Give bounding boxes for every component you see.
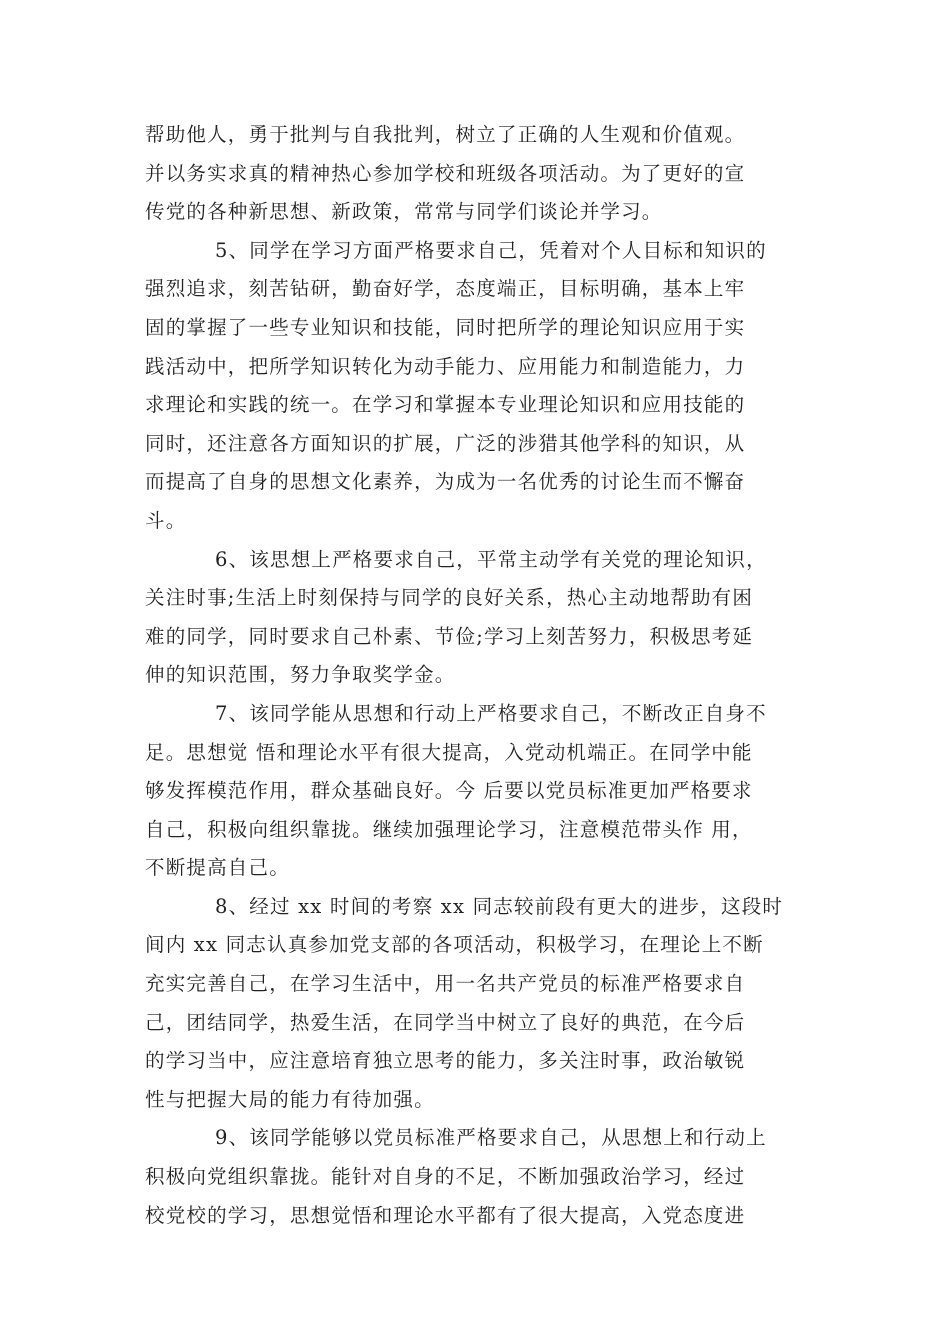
paragraph-first-line: 9、该同学能够以党员标准严格要求自己，从思想上和行动上: [215, 1126, 767, 1150]
text-line: 强烈追求，刻苦钻研，勤奋好学，态度端正，目标明确，基本上牢: [145, 277, 746, 301]
text-line: 间内 xx 同志认真参加党支部的各项活动，积极学习，在理论上不断: [145, 933, 764, 957]
text-line: 帮助他人，勇于批判与自我批判，树立了正确的人生观和价值观。: [145, 123, 746, 146]
text-line: 固的掌握了一些专业知识和技能，同时把所学的理论知识应用于实: [145, 315, 746, 339]
text-line: 而提高了自身的思想文化素养，为成为一名优秀的讨论生而不懈奋: [145, 470, 746, 494]
text-line: 不断提高自己。: [145, 856, 290, 880]
text-line: 积极向党组织靠拢。能针对自身的不足，不断加强政治学习，经过: [145, 1165, 746, 1189]
text-line: 够发挥模范作用，群众基础良好。今 后要以党员标准更加严格要求: [145, 779, 753, 803]
text-line: 难的同学，同时要求自己朴素、节俭;学习上刻苦努力，积极思考延: [145, 624, 754, 648]
paragraph-first-line: 5、同学在学习方面严格要求自己，凭着对个人目标和知识的: [215, 238, 767, 262]
paragraph-first-line: 8、经过 xx 时间的考察 xx 同志较前段有更大的进步，这段时: [215, 894, 784, 918]
text-line: 斗。: [145, 508, 187, 532]
paragraph-first-line: 6、该思想上严格要求自己，平常主动学有关党的理论知识，: [215, 547, 767, 571]
text-line: 校党校的学习，思想觉悟和理论水平都有了很大提高，入党态度进: [145, 1203, 746, 1227]
text-line: 关注时事;生活上时刻保持与同学的良好关系，热心主动地帮助有困: [145, 586, 754, 610]
text-line: 充实完善自己，在学习生活中，用一名共产党员的标准严格要求自: [145, 972, 746, 996]
text-line: 的学习当中，应注意培育独立思考的能力，多关注时事，政治敏锐: [145, 1049, 746, 1073]
paragraph-first-line: 7、该同学能从思想和行动上严格要求自己，不断改正自身不: [215, 701, 767, 725]
text-line: 足。思想觉 悟和理论水平有很大提高，入党动机端正。在同学中能: [145, 740, 753, 764]
text-line: 同时，还注意各方面知识的扩展，广泛的涉猎其他学科的知识，从: [145, 431, 746, 455]
text-line: 自己，积极向组织靠拢。继续加强理论学习，注意模范带头作 用，: [145, 817, 753, 841]
text-line: 践活动中，把所学知识转化为动手能力、应用能力和制造能力，力: [145, 354, 746, 378]
text-line: 传党的各种新思想、新政策，常常与同学们谈论并学习。: [145, 200, 663, 224]
text-line: 性与把握大局的能力有待加强。: [145, 1087, 435, 1111]
text-line: 求理论和实践的统一。在学习和掌握本专业理论知识和应用技能的: [145, 393, 746, 417]
text-line: 己，团结同学，热爱生活，在同学当中树立了良好的典范，在今后: [145, 1010, 746, 1034]
document-body: [145, 116, 810, 1235]
text-line: 并以务实求真的精神热心参加学校和班级各项活动。为了更好的宣: [145, 161, 746, 185]
text-line: 伸的知识范围，努力争取奖学金。: [145, 663, 456, 687]
